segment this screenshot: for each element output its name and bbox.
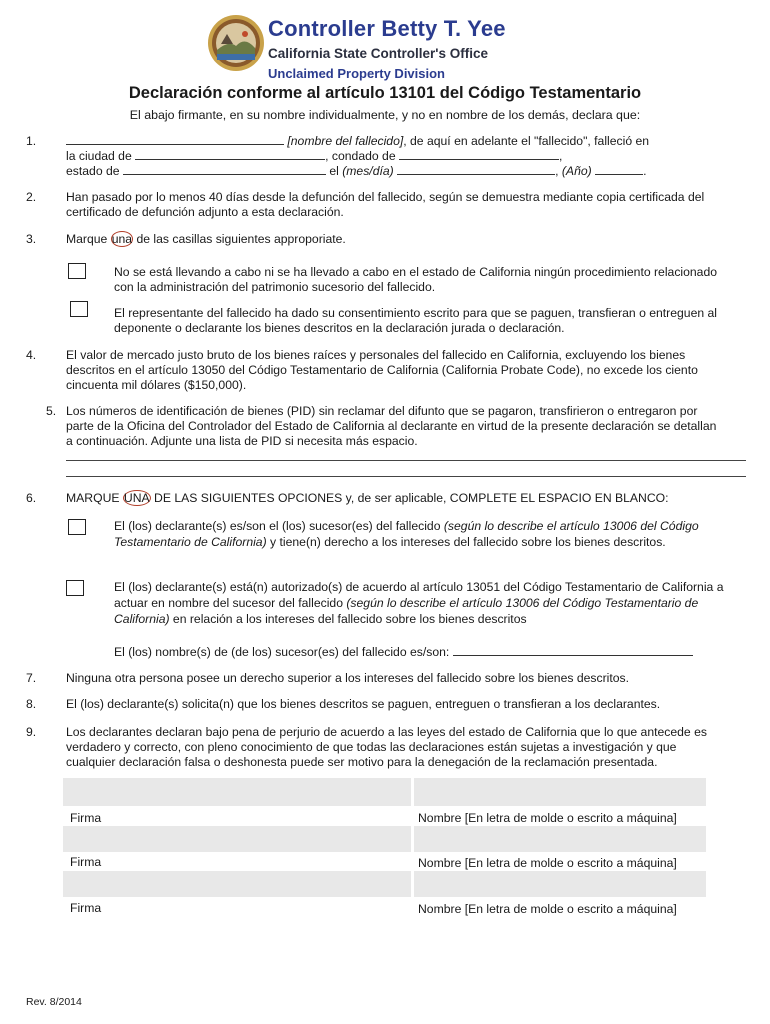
signature-field-3[interactable] xyxy=(63,871,411,897)
pid-line-2[interactable] xyxy=(66,476,746,477)
option-3a-line-1: No se está llevando a cabo ni se ha llevado a cabo en el estado de California ningún procedimiento relacionado xyxy=(114,265,718,279)
document-title: Declaración conforme al artículo 13101 del Código Testamentario xyxy=(128,84,642,102)
successor-names-field[interactable] xyxy=(453,644,693,656)
successor-names-line: El (los) nombre(s) de (de los) sucesor(es) del fallecido es/son: xyxy=(114,644,693,660)
item-5-line-2: parte de la Oficina del Controlador del Estado de California al declarante en virtud de la presente declaración se detallan xyxy=(66,419,717,433)
option-3a-checkbox[interactable] xyxy=(68,263,86,279)
item-4-line-2: descritos en el artículo 13050 del Código Testamentario de California (California Probate Code), no excede los ciento xyxy=(66,363,698,377)
controller-name: Controller Betty T. Yee xyxy=(268,16,506,41)
option-3b-line-2: deponente o declarante los bienes descritos en la declaración jurada o declaración. xyxy=(114,321,565,335)
signature-label-1: Firma xyxy=(70,811,102,825)
item-1-line-1: [nombre del fallecido], de aquí en adelante el "fallecido", falleció en xyxy=(66,133,649,149)
option-6b-line-3: California) en relación a los intereses del fallecido sobre los bienes descritos xyxy=(114,612,527,626)
item-9-line-3: cualquier declaración falsa o deshonesta puede ser motivo para la denegación de la reclamación presentada. xyxy=(66,755,658,769)
item-4-line-3: cincuenta mil dólares ($150,000). xyxy=(66,378,247,392)
item-1-number: 1. xyxy=(26,134,37,148)
option-3a-line-2: con la administración del patrimonio sucesorio del fallecido. xyxy=(114,280,436,294)
item-2-number: 2. xyxy=(26,190,37,204)
item-1-line-2: la ciudad de , condado de , xyxy=(66,149,563,163)
item-2-line-2: certificado de defunción adjunto a esta declaración. xyxy=(66,205,344,219)
item-7-number: 7. xyxy=(26,671,37,685)
option-6a-line-1: El (los) declarante(s) es/son el (los) sucesor(es) del fallecido (según lo describe el artículo 13006 del Código xyxy=(114,519,699,533)
item-8-text: El (los) declarante(s) solicita(n) que los bienes descritos se paguen, entreguen o transfieran a los declarantes. xyxy=(66,697,661,711)
printed-name-field-2[interactable] xyxy=(414,826,706,852)
item-5-line-1: Los números de identificación de bienes (PID) sin reclamar del difunto que se pagaron, transfirieron o entregaron por xyxy=(66,404,698,418)
county-field[interactable] xyxy=(399,148,559,160)
office-name: California State Controller's Office xyxy=(268,46,489,61)
option-6b-line-2: actuar en nombre del sucesor del fallecido (según lo describe el artículo 13006 del Código Testamentario de xyxy=(114,596,699,610)
item-9-line-1: Los declarantes declaran bajo pena de perjurio de acuerdo a las leyes del estado de California que lo que antecede es xyxy=(66,725,707,739)
item-7-text: Ninguna otra persona posee un derecho superior a los intereses del fallecido sobre los bienes descritos. xyxy=(66,671,629,685)
item-4-line-1: El valor de mercado justo bruto de los bienes raíces y personales del fallecido en California, excluyendo los bienes xyxy=(66,348,686,362)
item-6-text: MARQUE UNA DE LAS SIGUIENTES OPCIONES y, de ser aplicable, COMPLETE EL ESPACIO EN BLANCO: xyxy=(66,491,669,505)
signature-label-2: Firma xyxy=(70,855,102,869)
circled-una: una xyxy=(111,232,133,246)
item-5-number: 5. xyxy=(46,404,57,418)
division-name: Unclaimed Property Division xyxy=(268,66,445,81)
option-6a-line-2: Testamentario de California) y tiene(n) derecho a los intereses del fallecido sobre los bienes descritos. xyxy=(114,535,666,549)
name-label-3: Nombre [En letra de molde o escrito a máquina] xyxy=(418,902,677,916)
item-3-text: Marque una de las casillas siguientes approporiate. xyxy=(66,232,346,246)
printed-name-field-1[interactable] xyxy=(414,778,706,806)
circled-una-caps: UNA xyxy=(123,491,150,505)
item-9-number: 9. xyxy=(26,725,37,739)
item-8-number: 8. xyxy=(26,697,37,711)
option-6a-checkbox[interactable] xyxy=(68,519,86,535)
intro-text: El abajo firmante, en su nombre individualmente, y no en nombre de los demás, declara que: xyxy=(129,108,641,122)
option-3b-checkbox[interactable] xyxy=(70,301,88,317)
printed-name-field-3[interactable] xyxy=(414,871,706,897)
option-6b-checkbox[interactable] xyxy=(66,580,84,596)
item-5-line-3: a continuación. Adjunte una lista de PID si necesita más espacio. xyxy=(66,434,418,448)
signature-field-1[interactable] xyxy=(63,778,411,806)
revision-footer: Rev. 8/2014 xyxy=(26,996,82,1008)
date-field[interactable] xyxy=(397,163,555,175)
signature-field-2[interactable] xyxy=(63,826,411,852)
state-seal-icon xyxy=(207,14,265,72)
item-6-number: 6. xyxy=(26,491,37,505)
state-field[interactable] xyxy=(123,163,326,175)
year-field[interactable] xyxy=(595,163,643,175)
city-field[interactable] xyxy=(135,148,325,160)
name-label-1: Nombre [En letra de molde o escrito a máquina] xyxy=(418,811,677,825)
item-1-line-3: estado de el (mes/día) , (Año) . xyxy=(66,164,647,178)
item-4-number: 4. xyxy=(26,348,37,362)
item-2-line-1: Han pasado por lo menos 40 días desde la defunción del fallecido, según se demuestra mediante copia certificada del xyxy=(66,190,705,204)
option-3b-line-1: El representante del fallecido ha dado su consentimiento escrito para que se paguen, transfieran o entreguen al xyxy=(114,306,718,320)
signature-label-3: Firma xyxy=(70,901,102,915)
pid-line-1[interactable] xyxy=(66,460,746,461)
item-3-number: 3. xyxy=(26,232,37,246)
name-label-2: Nombre [En letra de molde o escrito a máquina] xyxy=(418,856,677,870)
decedent-name-field[interactable] xyxy=(66,133,284,145)
option-6b-line-1: El (los) declarante(s) está(n) autorizado(s) de acuerdo al artículo 13051 del Código Testamentario de California a xyxy=(114,580,724,594)
item-9-line-2: verdadero y correcto, con pleno conocimiento de que todas las declaraciones están sujetas a investigación y que xyxy=(66,740,677,754)
